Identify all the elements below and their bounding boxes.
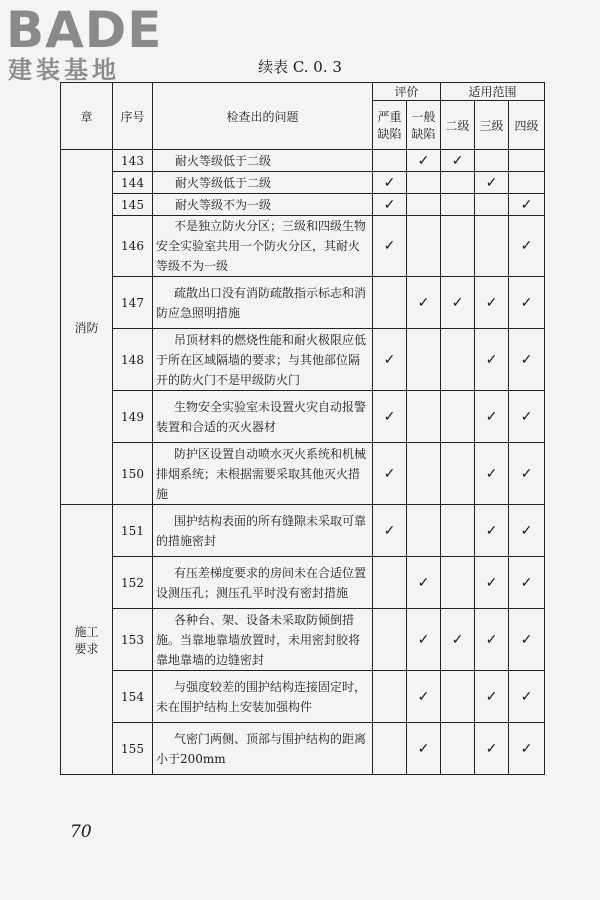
table-caption: 续表 C. 0. 3 <box>258 58 342 76</box>
check-mark-cell <box>373 671 407 723</box>
table-body <box>61 150 545 775</box>
check-mark-cell: ✓ <box>373 172 407 194</box>
check-mark-cell <box>441 391 475 443</box>
page-number: 70 <box>70 822 92 842</box>
serial-cell: 154 <box>113 671 153 723</box>
table-row <box>61 329 545 391</box>
check-mark-cell <box>475 194 509 216</box>
table-row <box>61 150 545 172</box>
check-mark-cell <box>407 329 441 391</box>
check-mark-cell: ✓ <box>509 557 545 609</box>
serial-cell: 150 <box>113 443 153 505</box>
check-mark-cell: ✓ <box>509 277 545 329</box>
check-mark-cell <box>475 150 509 172</box>
problem-cell: 有压差梯度要求的房间未在合适位置设测压孔；测压孔平时没有密封措施 <box>153 557 373 609</box>
table-row <box>61 216 545 277</box>
check-mark-cell <box>373 277 407 329</box>
check-mark-cell: ✓ <box>407 671 441 723</box>
problem-cell: 耐火等级不为一级 <box>153 194 373 216</box>
check-mark-cell <box>407 172 441 194</box>
check-mark-cell: ✓ <box>407 277 441 329</box>
check-mark-cell: ✓ <box>373 505 407 557</box>
logo-main-text: BADE <box>6 1 163 59</box>
check-mark-cell: ✓ <box>475 557 509 609</box>
serial-cell: 145 <box>113 194 153 216</box>
check-mark-cell <box>407 216 441 277</box>
table-row <box>61 277 545 329</box>
check-mark-cell: ✓ <box>509 391 545 443</box>
check-mark-cell: ✓ <box>475 443 509 505</box>
header-evaluation: 评价 <box>373 83 441 101</box>
check-mark-cell <box>373 723 407 775</box>
check-mark-cell <box>373 609 407 671</box>
check-mark-cell: ✓ <box>509 216 545 277</box>
table-row <box>61 609 545 671</box>
check-mark-cell: ✓ <box>509 443 545 505</box>
logo-sub-text: 建装基地 <box>8 56 120 84</box>
problem-cell: 疏散出口没有消防疏散指示标志和消防应急照明措施 <box>153 277 373 329</box>
check-mark-cell: ✓ <box>407 150 441 172</box>
check-mark-cell: ✓ <box>475 391 509 443</box>
check-mark-cell <box>509 150 545 172</box>
problem-cell: 耐火等级低于二级 <box>153 172 373 194</box>
serial-cell: 153 <box>113 609 153 671</box>
inspection-table <box>60 82 545 775</box>
header-general: 一般缺陷 <box>407 101 441 150</box>
check-mark-cell: ✓ <box>475 329 509 391</box>
problem-cell: 生物安全实验室未设置火灾自动报警装置和合适的灭火器材 <box>153 391 373 443</box>
table-row <box>61 671 545 723</box>
check-mark-cell: ✓ <box>373 194 407 216</box>
problem-cell: 气密门两侧、顶部与围护结构的距离小于200mm <box>153 723 373 775</box>
check-mark-cell: ✓ <box>509 505 545 557</box>
header-problem: 检查出的问题 <box>153 83 373 150</box>
check-mark-cell: ✓ <box>509 671 545 723</box>
check-mark-cell <box>441 723 475 775</box>
problem-cell: 防护区设置自动喷水灭火系统和机械排烟系统；未根据需要采取其他灭火措施 <box>153 443 373 505</box>
check-mark-cell: ✓ <box>509 723 545 775</box>
table-row <box>61 194 545 216</box>
check-mark-cell: ✓ <box>475 505 509 557</box>
table-header <box>61 83 545 150</box>
check-mark-cell: ✓ <box>373 391 407 443</box>
check-mark-cell: ✓ <box>475 671 509 723</box>
check-mark-cell <box>475 216 509 277</box>
header-level3: 三级 <box>475 101 509 150</box>
problem-cell: 耐火等级低于二级 <box>153 150 373 172</box>
problem-cell: 吊顶材料的燃烧性能和耐火极限应低于所在区域隔墙的要求；与其他部位隔开的防火门不是甲级防火门 <box>153 329 373 391</box>
check-mark-cell <box>441 671 475 723</box>
problem-cell: 各种台、架、设备未采取防倾倒措施。当靠地靠墙放置时，未用密封胶将靠地靠墙的边缝密封 <box>153 609 373 671</box>
serial-cell: 143 <box>113 150 153 172</box>
check-mark-cell: ✓ <box>441 277 475 329</box>
serial-cell: 149 <box>113 391 153 443</box>
check-mark-cell: ✓ <box>407 609 441 671</box>
serial-cell: 151 <box>113 505 153 557</box>
check-mark-cell: ✓ <box>441 609 475 671</box>
table-row <box>61 557 545 609</box>
problem-cell: 围护结构表面的所有缝隙未采取可靠的措施密封 <box>153 505 373 557</box>
check-mark-cell <box>441 557 475 609</box>
check-mark-cell <box>509 172 545 194</box>
table-row <box>61 391 545 443</box>
check-mark-cell: ✓ <box>373 443 407 505</box>
check-mark-cell: ✓ <box>441 150 475 172</box>
check-mark-cell <box>441 443 475 505</box>
check-mark-cell: ✓ <box>475 609 509 671</box>
serial-cell: 152 <box>113 557 153 609</box>
check-mark-cell: ✓ <box>475 172 509 194</box>
check-mark-cell <box>373 557 407 609</box>
problem-cell: 与强度较差的围护结构连接固定时，未在围护结构上安装加强构件 <box>153 671 373 723</box>
table-row <box>61 172 545 194</box>
table-row <box>61 723 545 775</box>
header-serial: 序号 <box>113 83 153 150</box>
check-mark-cell: ✓ <box>373 216 407 277</box>
check-mark-cell <box>407 443 441 505</box>
check-mark-cell: ✓ <box>509 194 545 216</box>
header-level2: 二级 <box>441 101 475 150</box>
serial-cell: 148 <box>113 329 153 391</box>
check-mark-cell <box>407 194 441 216</box>
check-mark-cell: ✓ <box>509 329 545 391</box>
check-mark-cell <box>373 150 407 172</box>
chapter-cell: 施工要求 <box>61 505 113 775</box>
serial-cell: 155 <box>113 723 153 775</box>
serial-cell: 146 <box>113 216 153 277</box>
check-mark-cell: ✓ <box>475 277 509 329</box>
table-row <box>61 443 545 505</box>
check-mark-cell <box>441 194 475 216</box>
check-mark-cell <box>407 391 441 443</box>
header-severe: 严重缺陷 <box>373 101 407 150</box>
check-mark-cell: ✓ <box>407 557 441 609</box>
chapter-cell: 消防 <box>61 150 113 505</box>
check-mark-cell <box>441 172 475 194</box>
serial-cell: 147 <box>113 277 153 329</box>
check-mark-cell: ✓ <box>475 723 509 775</box>
check-mark-cell: ✓ <box>407 723 441 775</box>
table-row <box>61 505 545 557</box>
header-level4: 四级 <box>509 101 545 150</box>
check-mark-cell <box>441 505 475 557</box>
check-mark-cell <box>441 216 475 277</box>
serial-cell: 144 <box>113 172 153 194</box>
problem-cell: 不是独立防火分区；三级和四级生物安全实验室共用一个防火分区，其耐火等级不为一级 <box>153 216 373 277</box>
check-mark-cell <box>441 329 475 391</box>
check-mark-cell: ✓ <box>373 329 407 391</box>
check-mark-cell <box>407 505 441 557</box>
header-scope: 适用范围 <box>441 83 545 101</box>
header-chapter: 章 <box>61 83 113 150</box>
check-mark-cell: ✓ <box>509 609 545 671</box>
